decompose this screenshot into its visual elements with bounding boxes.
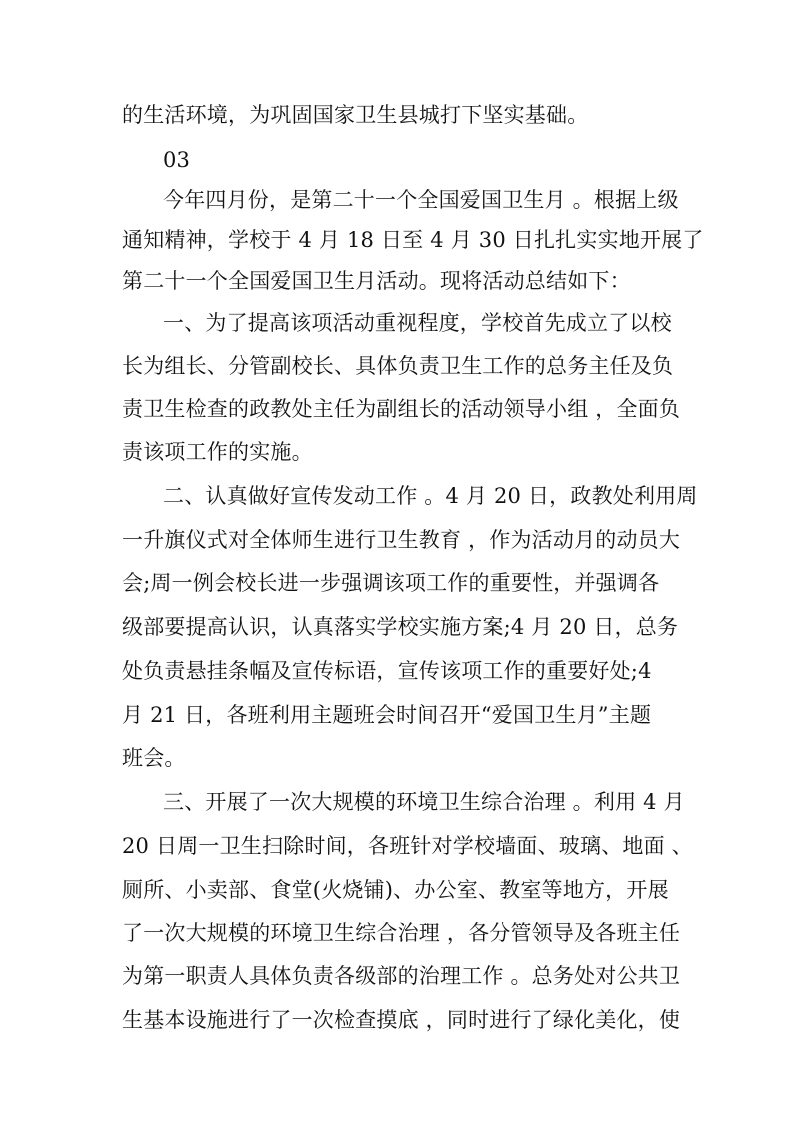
text-line: 会;周一例会校长进一步强调该项工作的重要性，并强调各 [122,571,660,595]
text-line: 级部要提高认识，认真落实学校实施方案;4 月 20 日，总务 [122,615,679,639]
text-line: 第二十一个全国爱国卫生月活动。现将活动总结如下： [122,269,631,293]
text-line: 处负责悬挂条幅及宣传标语，宣传该项工作的重要好处;4 [122,659,652,683]
text-line: 一升旗仪式对全体师生进行卫生教育 ，作为活动月的动员大 [122,528,681,552]
text-line: 责该项工作的实施。 [122,440,313,464]
text-line: 三、开展了一次大规模的环境卫生综合治理 。利用 4 月 [163,790,685,814]
section-number: 03 [163,148,191,172]
text-line: 20 日周一卫生扫除时间，各班针对学校墙面、玻璃、地面 、 [122,834,693,858]
text-line: 生基本设施进行了一次检查摸底 ，同时进行了绿化美化，使 [122,1008,681,1032]
text-line: 一、为了提高该项活动重视程度，学校首先成立了以校 [163,311,672,335]
text-line: 的生活环境，为巩固国家卫生县城打下坚实基础。 [122,103,589,127]
text-line: 了一次大规模的环境卫生综合治理 ，各分管领导及各班主任 [122,921,681,945]
text-line: 责卫生检查的政教处主任为副组长的活动领导小组 ，全面负 [122,397,681,421]
text-line: 通知精神，学校于 4 月 18 日至 4 月 30 日扎扎实实地开展了 [122,228,704,252]
text-line: 班会。 [122,746,186,770]
text-line: 为第一职责人具体负责各级部的治理工作 。总务处对公共卫 [122,964,681,988]
text-line: 月 21 日，各班利用主题班会时间召开“爱国卫生月”主题 [122,703,652,727]
text-line: 厕所、小卖部、食堂(火烧铺)、办公室、教室等地方，开展 [122,878,669,902]
text-line: 长为组长、分管副校长、具体负责卫生工作的总务主任及负 [122,354,674,378]
text-line: 今年四月份，是第二十一个全国爱国卫生月 。根据上级 [163,188,679,212]
text-line: 二、认真做好宣传发动工作 。4 月 20 日，政教处利用周 [163,484,698,508]
